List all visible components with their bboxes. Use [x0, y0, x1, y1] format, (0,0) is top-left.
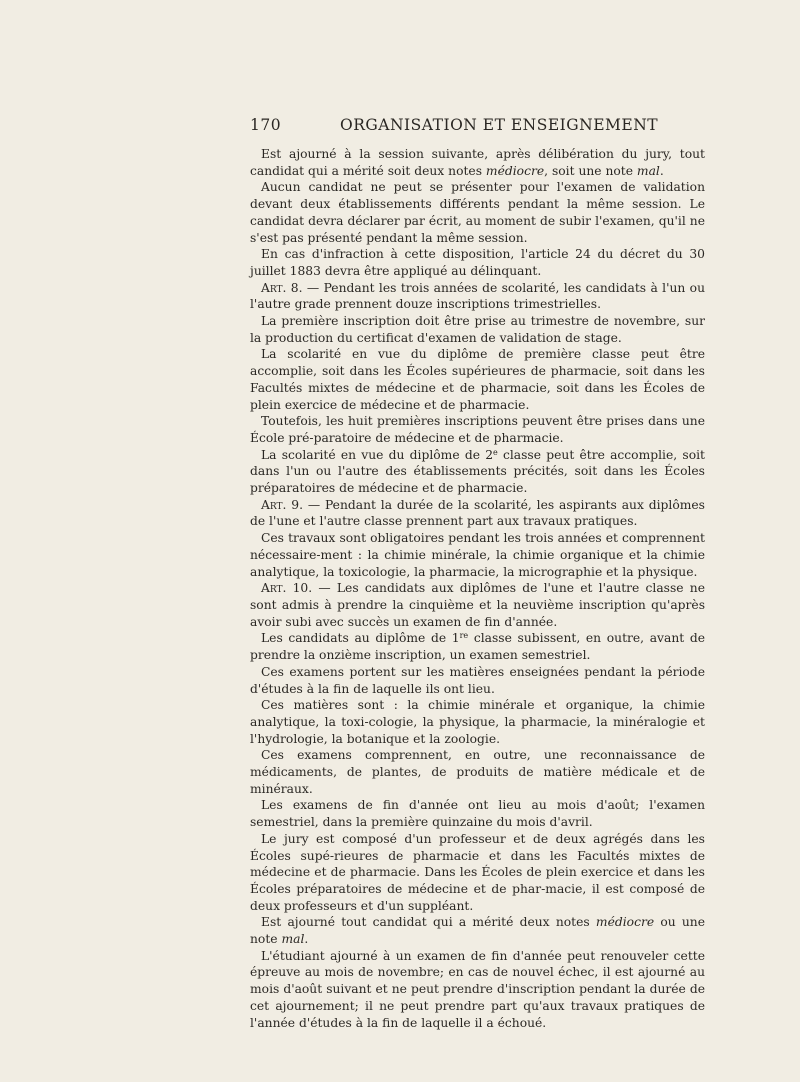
paragraph: La première inscription doit être prise au trimestre de novembre, sur la production du certificat d'examen de validation de stage. — [250, 314, 705, 345]
paragraph: En cas d'infraction à cette disposition, l'article 24 du décret du 30 juillet 1883 devra être appliqué au délinquant. — [250, 247, 705, 278]
article-label: Art. 9. — [261, 497, 303, 512]
article-label: Art. 10. — [261, 581, 313, 596]
paragraph: Art. 9. — Pendant la durée de la scolarité, les aspirants aux diplômes de l'une et l'autre classe prennent part aux travaux pratiques. — [250, 497, 705, 529]
paragraph: Ces travaux sont obligatoires pendant les trois années et comprennent nécessaire-ment : la chimie minérale, la chimie organique et la chimie analytique, la toxicologie, la pharmacie, la micrographie et la physique. — [250, 531, 705, 579]
paragraph: Les examens de fin d'année ont lieu au mois d'août; l'examen semestriel, dans la première quinzaine du mois d'avril. — [250, 798, 705, 830]
paragraph: Ces examens comprennent, en outre, une reconnaissance de médicaments, de plantes, de produits de matière médicale et de minéraux. — [250, 748, 705, 796]
paragraph: Est ajourné tout candidat qui a mérité deux notes médiocre ou une note mal. — [250, 915, 706, 947]
running-header — [250, 116, 706, 138]
paragraph: Art. 10. — Les candidats aux diplômes de l'une et l'autre classe ne sont admis à prendre la cinquième et la neuvième inscription qu'après avoir subi avec succès un examen de fin d'année. — [250, 581, 705, 629]
paragraph: La scolarité en vue du diplôme de première classe peut être accomplie, soit dans les Écoles supérieures de pharmacie, soit dans les Facultés mixtes de médecine et de pharmacie, soit dans les Écoles de plein exercice de médecine et de pharmacie. — [250, 347, 705, 412]
body-text — [250, 146, 705, 1031]
paragraph: Aucun candidat ne peut se présenter pour l'examen de validation devant deux établissements différents pendant la même session. Le candidat devra déclarer par écrit, au moment de subir l'examen, qu'il ne s'est pas présenté pendant la même session. — [250, 180, 705, 245]
paragraph: Ces examens portent sur les matières enseignées pendant la période d'études à la fin de laquelle ils ont lieu. — [250, 664, 705, 696]
paragraph: Toutefois, les huit premières inscriptions peuvent être prises dans une École pré-paratoire de médecine et de pharmacie. — [250, 414, 705, 445]
paragraph: Art. 8. — Pendant les trois années de scolarité, les candidats à l'un ou l'autre grade prennent douze inscriptions trimestrielles. — [250, 280, 705, 312]
paragraph: Le jury est composé d'un professeur et de deux agrégés dans les Écoles supé-rieures de pharmacie et dans les Facultés mixtes de médecine et de pharmacie. Dans les Écoles de plein exercice et dans les Écoles préparatoires de médecine et de phar-macie, il est composé de deux professeurs et d'un suppléant. — [250, 831, 705, 913]
paragraph: Est ajourné à la session suivante, après délibération du jury, tout candidat qui a mérité soit deux notes médiocre, soit une note mal. — [250, 147, 705, 178]
article-label: Art. 8. — [261, 280, 303, 295]
paragraph: Les candidats au diplôme de 1re classe subissent, en outre, avant de prendre la onzième inscription, un examen semestriel. — [250, 631, 705, 663]
paragraph: Ces matières sont : la chimie minérale et organique, la chimie analytique, la toxi-cologie, la physique, la pharmacie, la minéralogie et l'hydrologie, la botanique et la zoologie. — [250, 698, 705, 746]
page-number: 170 — [250, 116, 282, 134]
running-title: ORGANISATION ET ENSEIGNEMENT — [340, 116, 659, 134]
paragraph: La scolarité en vue du diplôme de 2e classe peut être accomplie, soit dans l'un ou l'autre des établissements précités, soit dans les Écoles préparatoires de médecine et de pharmacie. — [250, 447, 705, 496]
paragraph: L'étudiant ajourné à un examen de fin d'année peut renouveler cette épreuve au mois de novembre; en cas de nouvel échec, il est ajourné au mois d'août suivant et ne peut prendre d'inscription pendant la durée de cet ajournement; il ne peut prendre part qu'aux travaux pratiques de l'année d'études à la fin de laquelle il a échoué. — [250, 948, 705, 1030]
